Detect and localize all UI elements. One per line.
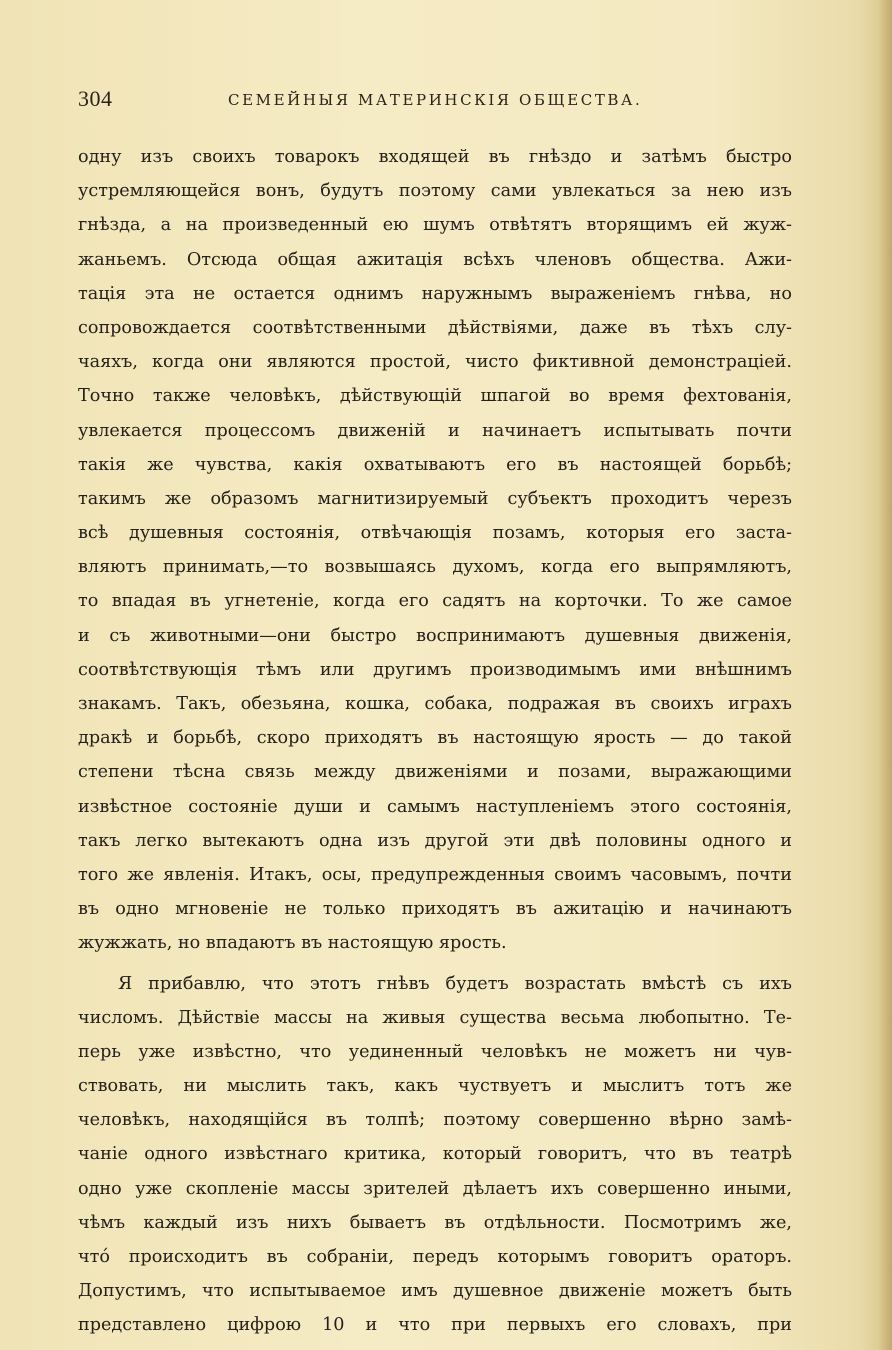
text-line: всѣ душевныя состоянія, отвѣчающія позамъ, которыя его заста-: [78, 523, 792, 544]
page-number: 304: [78, 86, 113, 111]
text-line: Я прибавлю, что этотъ гнѣвъ будетъ возрастать вмѣстѣ съ ихъ: [118, 973, 792, 994]
text-line: вляютъ принимать,—то возвышаясь духомъ, когда его выпрямляютъ,: [78, 557, 792, 578]
text-line: числомъ. Дѣйствіе массы на живыя существа весьма любопытно. Те-: [78, 1007, 792, 1028]
text-line: увлекается процессомъ движеній и начинаетъ испытывать почти: [78, 420, 792, 441]
paragraph-1: [78, 140, 792, 961]
text-line: что́ происходитъ въ собраніи, передъ которымъ говоритъ ораторъ.: [78, 1247, 792, 1267]
text-line: тація эта не остается однимъ наружнымъ выраженіемъ гнѣва, но: [78, 283, 792, 304]
text-line: одну изъ своихъ товарокъ входящей въ гнѣздо и затѣмъ быстро: [78, 147, 792, 167]
text-line: соотвѣтствующія тѣмъ или другимъ производимымъ ими внѣшнимъ: [78, 659, 792, 680]
text-line: чѣмъ каждый изъ нихъ бываетъ въ отдѣльности. Посмотримъ же,: [78, 1212, 792, 1233]
paragraph-2: [78, 967, 792, 1343]
text-line: чаяхъ, когда они являются простой, чисто фиктивной демонстраціей.: [78, 352, 792, 373]
text-line: знакамъ. Такъ, обезьяна, кошка, собака, подражая въ своихъ играхъ: [78, 694, 792, 714]
body-text: [78, 140, 792, 1343]
text-line: человѣкъ, находящійся въ толпѣ; поэтому совершенно вѣрно замѣ-: [78, 1110, 792, 1131]
text-line: ствовать, ни мыслить такъ, какъ чуствуетъ и мыслитъ тотъ же: [78, 1076, 792, 1097]
text-line: и съ животными—они быстро воспринимаютъ душевныя движенія,: [78, 625, 792, 646]
text-line: степени тѣсна связь между движеніями и позами, выражающими: [78, 762, 792, 783]
text-line: представлено цифрою 10 и что при первыхъ его словахъ, при: [78, 1315, 792, 1336]
text-line: жужжать, но впадаютъ въ настоящую ярость.: [78, 933, 507, 954]
text-line: такимъ же образомъ магнитизируемый субъектъ проходитъ черезъ: [78, 488, 792, 509]
text-line: дракѣ и борьбѣ, скоро приходятъ въ настоящую ярость — до такой: [78, 728, 792, 749]
text-line: одно уже скопленіе массы зрителей дѣлаетъ ихъ совершенно иными,: [78, 1178, 792, 1199]
text-line: жаньемъ. Отсюда общая ажитація всѣхъ членовъ общества. Ажи-: [78, 249, 792, 270]
running-title: СЕМЕЙНЫЯ МАТЕРИНСКІЯ ОБЩЕСТВА.: [228, 91, 643, 109]
text-line: сопровождается соотвѣтственными дѣйствіями, даже въ тѣхъ слу-: [78, 317, 792, 338]
text-line: такія же чувства, какія охватываютъ его въ настоящей борьбѣ;: [78, 454, 792, 475]
text-line: перь уже извѣстно, что уединенный человѣкъ не можетъ ни чув-: [78, 1041, 792, 1062]
text-line: такъ легко вытекаютъ одна изъ другой эти двѣ половины одного и: [78, 830, 792, 851]
text-line: Точно также человѣкъ, дѣйствующій шпагой во время фехтованія,: [78, 386, 792, 407]
text-line: въ одно мгновеніе не только приходятъ въ ажитацію и начинаютъ: [78, 899, 792, 920]
text-line: Допустимъ, что испытываемое имъ душевное движеніе можетъ быть: [78, 1281, 792, 1302]
text-line: извѣстное состояніе души и самымъ наступленіемъ этого состоянія,: [78, 796, 792, 817]
text-line: чаніе одного извѣстнаго критика, который говоритъ, что въ театрѣ: [78, 1144, 792, 1165]
text-line: гнѣзда, а на произведенный ею шумъ отвѣтятъ вторящимъ ей жуж-: [78, 215, 792, 236]
text-line: то впадая въ угнетеніе, когда его садятъ на корточки. То же самое: [78, 591, 792, 612]
text-line: устремляющейся вонъ, будутъ поэтому сами увлекаться за нею изъ: [78, 181, 792, 202]
page-header: [78, 86, 792, 116]
page-edge-shadow: [878, 0, 892, 1350]
text-line: того же явленія. Итакъ, осы, предупрежденныя своимъ часовымъ, почти: [78, 864, 792, 885]
